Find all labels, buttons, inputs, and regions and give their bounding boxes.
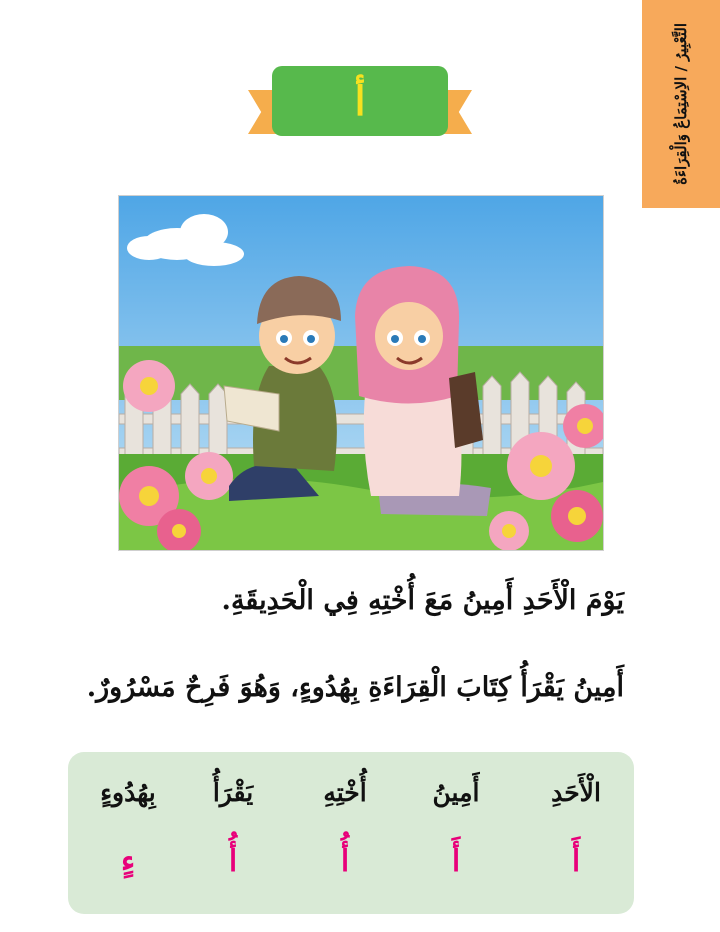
section-tab [642,0,720,208]
hamza-mark: أُ [228,844,238,879]
letter-ribbon [248,66,472,144]
ribbon-banner [272,66,448,136]
hamza-mark: أَ [451,844,461,879]
word-cell: أَمِينُ [432,778,480,807]
hamza-mark: ءٍ [120,844,136,879]
lesson-letter: أ [354,77,366,125]
word-cell: الْأَحَدِ [551,778,601,807]
hamza-mark: أَ [571,844,581,879]
word-practice-box [68,752,634,914]
word-cell: بِهُدُوءٍ [100,778,156,807]
word-cell: أُخْتِهِ [323,778,367,807]
reading-illustration [118,195,604,551]
hamza-mark: أُ [340,844,350,879]
word-cell: يَقْرَأُ [212,778,254,807]
section-tab-label: التَّعْبِيرُ / الاِسْتِمَاعُ وَالْقِرَاءَةُ [672,23,690,185]
sentence-1: يَوْمَ الْأَحَدِ أَمِينُ مَعَ أُخْتِهِ فِي الْحَدِيقَةِ. [221,585,624,616]
sentence-2: أَمِينُ يَقْرَأُ كِتَابَ الْقِرَاءَةِ بِهُدُوءٍ، وَهُوَ فَرِحٌ مَسْرُورٌ. [86,672,624,703]
